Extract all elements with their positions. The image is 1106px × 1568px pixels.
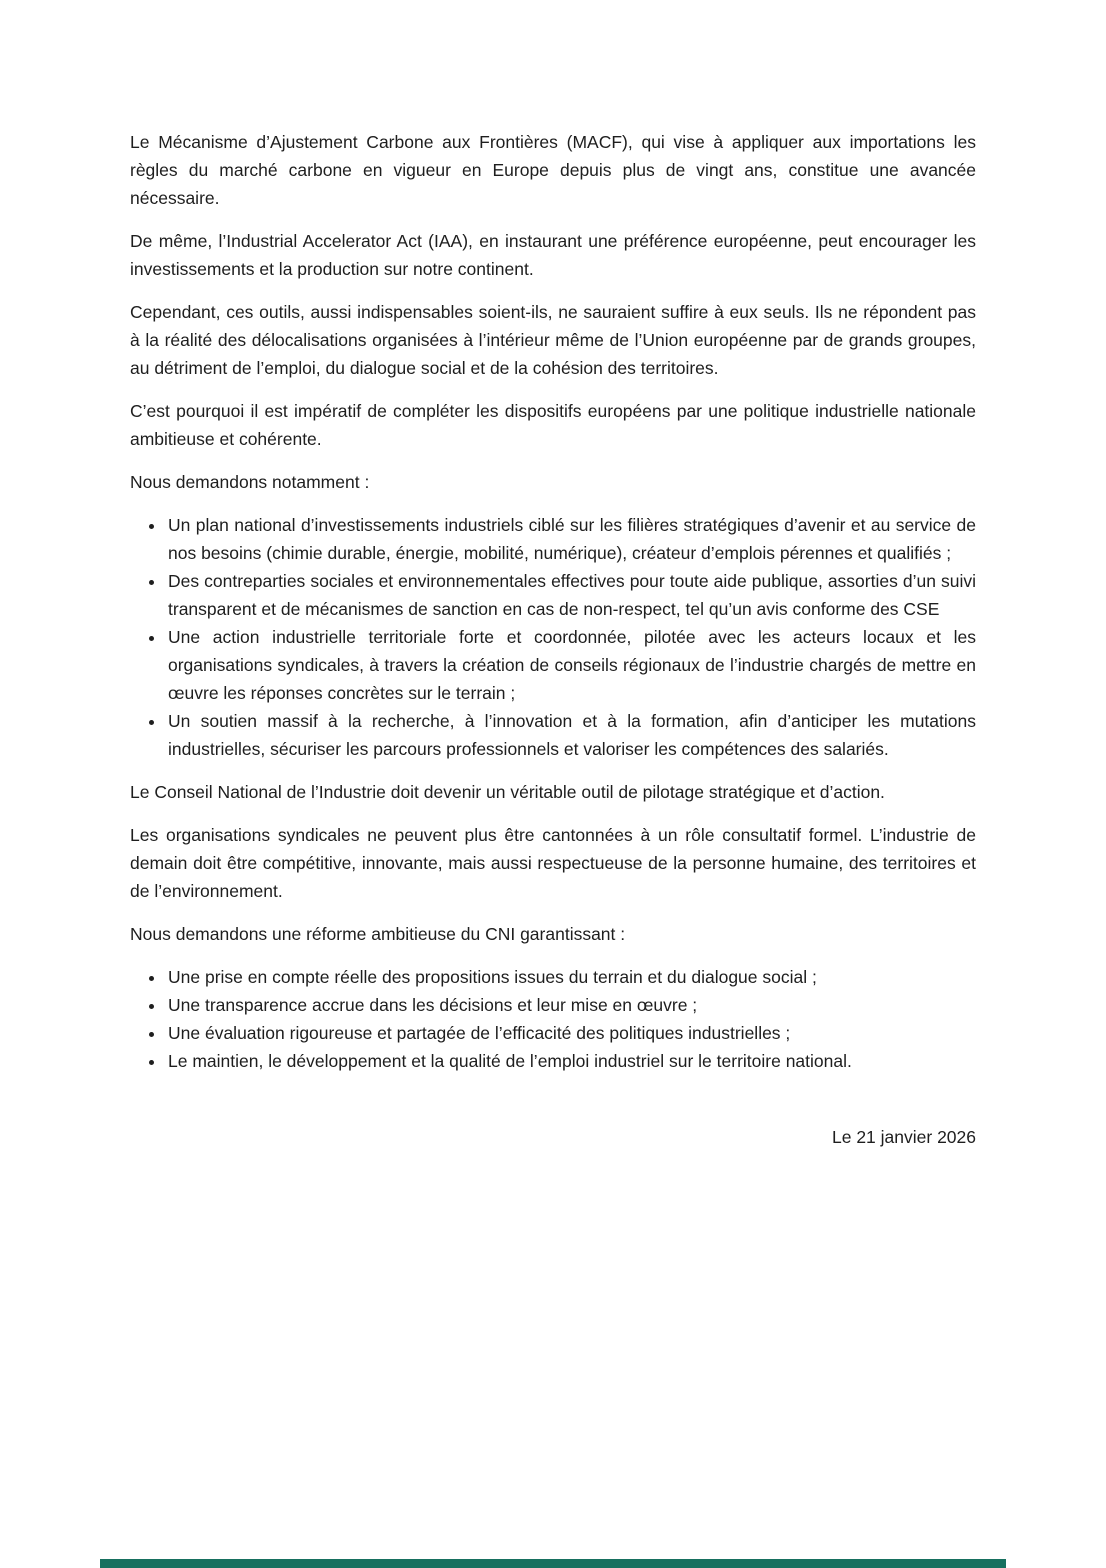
demands-intro: Nous demandons notamment : [130, 472, 370, 492]
demands-list-2 [130, 963, 976, 1075]
paragraph-politique-industrielle: C’est pourquoi il est impératif de compléter les dispositifs européens par une politique industrielle nationale ambitieuse et cohérente. [130, 401, 976, 449]
paragraph-cni: Le Conseil National de l’Industrie doit devenir un véritable outil de pilotage stratégique et d’action. [130, 782, 885, 802]
list-item: • Un soutien massif à la recherche, à l’innovation et à la formation, afin d’anticiper les mutations industrielles, sécuriser les parcours professionnels et valoriser les compétences des salariés. [166, 707, 976, 763]
list-item: • Une prise en compte réelle des propositions issues du terrain et du dialogue social ; [166, 963, 976, 991]
paragraph-organisations: Les organisations syndicales ne peuvent plus être cantonnées à un rôle consultatif formel. L’industrie de demain doit être compétitive, innovante, mais aussi respectueuse de la personne humaine, des territoires et de l’environnement. [130, 825, 976, 901]
footer-accent-bar [100, 1559, 1006, 1568]
list-item: • Le maintien, le développement et la qualité de l’emploi industriel sur le territoire national. [166, 1047, 976, 1075]
reform-intro: Nous demandons une réforme ambitieuse du CNI garantissant : [130, 924, 626, 944]
document-date: Le 21 janvier 2026 [832, 1127, 976, 1147]
list-item: • Une action industrielle territoriale forte et coordonnée, pilotée avec les acteurs locaux et les organisations syndicales, à travers la création de conseils régionaux de l’industrie chargés de mettre en œuvre les réponses concrètes sur le terrain ; [166, 623, 976, 707]
paragraph-cependant: Cependant, ces outils, aussi indispensables soient-ils, ne sauraient suffire à eux seuls. Ils ne répondent pas à la réalité des délocalisations organisées à l’intérieur même de l’Union européenne par de grands groupes, au détriment de l’emploi, du dialogue social et de la cohésion des territoires. [130, 302, 976, 378]
list-item: • Un plan national d’investissements industriels ciblé sur les filières stratégiques d’avenir et au service de nos besoins (chimie durable, énergie, mobilité, numérique), créateur d’emplois pérennes et qualifiés ; [166, 511, 976, 567]
demands-list-1 [130, 511, 976, 763]
paragraph-macf: Le Mécanisme d’Ajustement Carbone aux Frontières (MACF), qui vise à appliquer aux importations les règles du marché carbone en vigueur en Europe depuis plus de vingt ans, constitue une avancée nécessaire. [130, 132, 976, 208]
list-item: • Des contreparties sociales et environnementales effectives pour toute aide publique, assorties d’un suivi transparent et de mécanismes de sanction en cas de non-respect, tel qu’un avis conforme des CSE [166, 567, 976, 623]
list-item: • Une transparence accrue dans les décisions et leur mise en œuvre ; [166, 991, 976, 1019]
list-item: • Une évaluation rigoureuse et partagée de l’efficacité des politiques industrielles ; [166, 1019, 976, 1047]
document-body [130, 128, 976, 1166]
paragraph-iaa: De même, l’Industrial Accelerator Act (IAA), en instaurant une préférence européenne, peut encourager les investissements et la production sur notre continent. [130, 231, 976, 279]
